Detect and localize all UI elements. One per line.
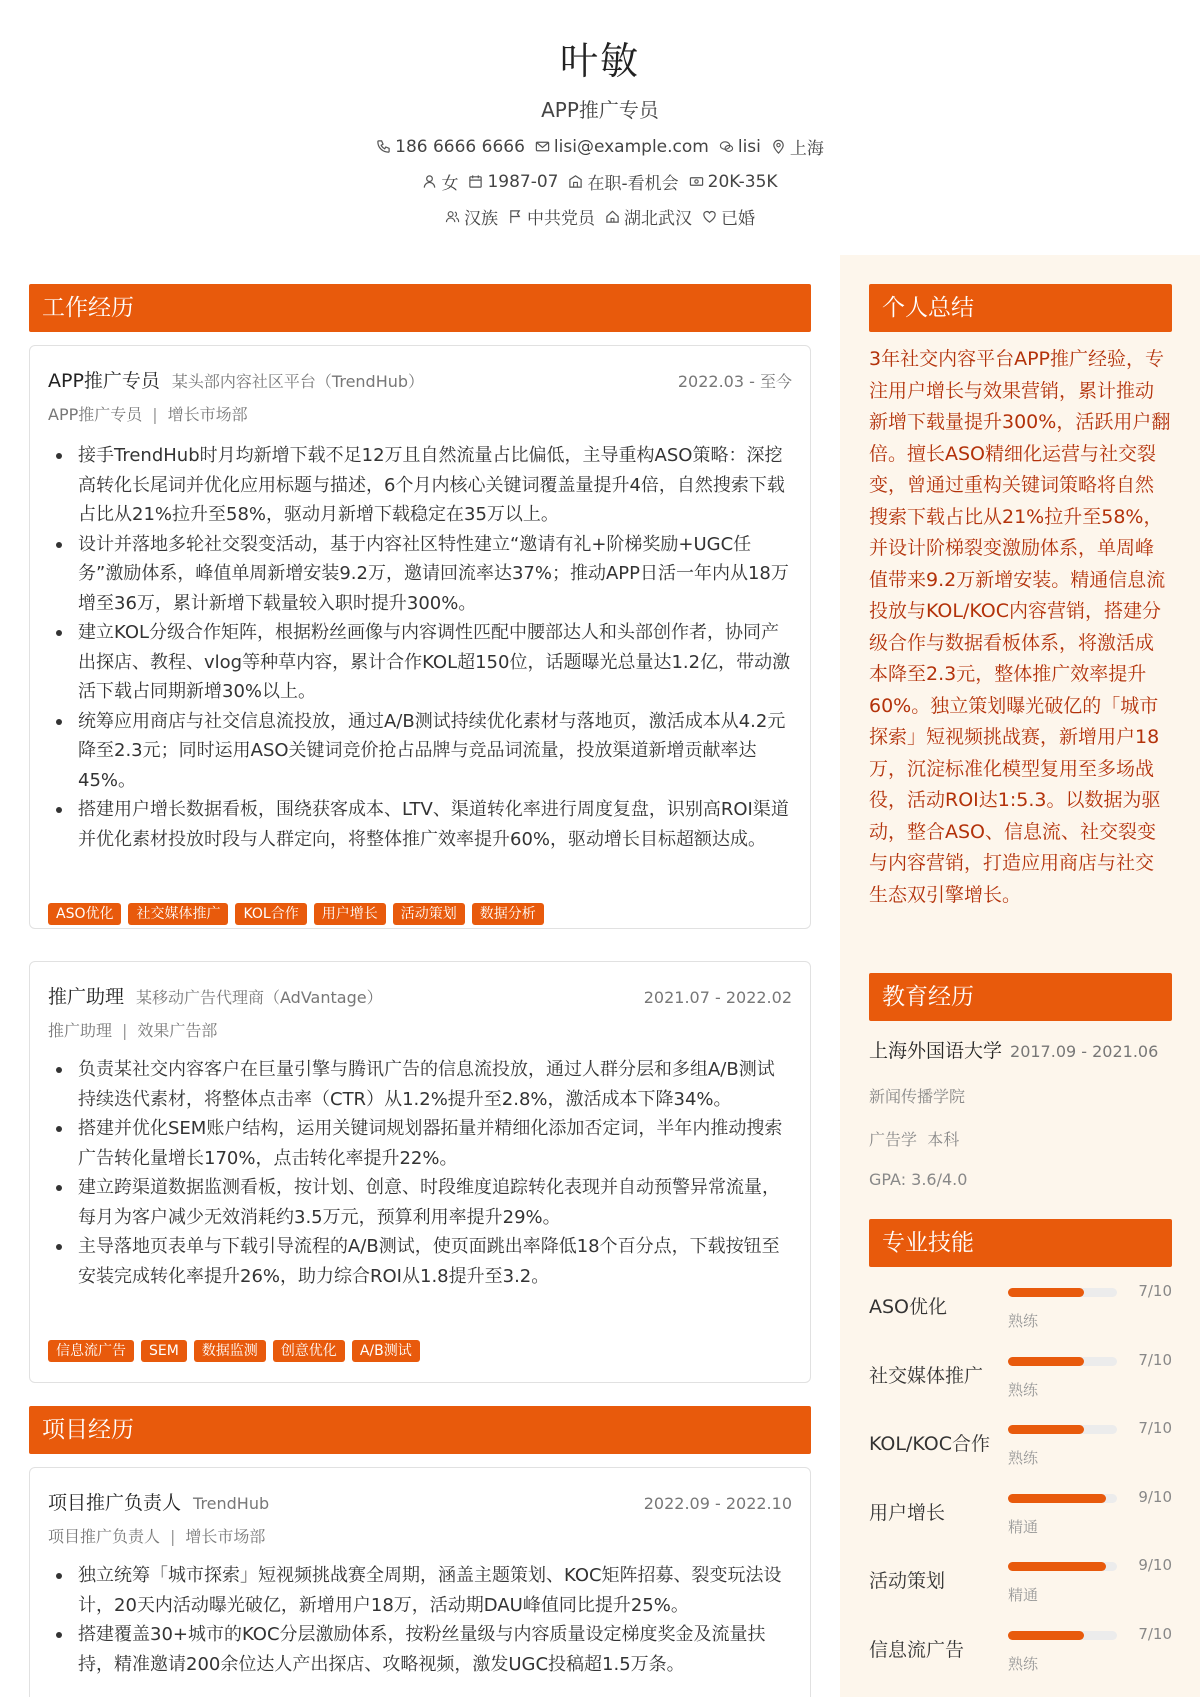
skill-progress-track [1008, 1288, 1117, 1297]
phone-icon [376, 139, 391, 154]
job-dept: 增长市场部 [167, 405, 248, 424]
skill-tag: 数据监测 [194, 1340, 266, 1362]
marital-text: 已婚 [721, 209, 755, 229]
skill-tag: 社交媒体推广 [128, 903, 228, 925]
skill-item [869, 1488, 1172, 1550]
skill-name: 信息流广告 [869, 1638, 965, 1661]
skill-tag: 活动策划 [393, 903, 465, 925]
location-icon [771, 139, 786, 154]
job-bullets [48, 1055, 792, 1291]
education-major-line [869, 1127, 959, 1150]
users-icon [445, 209, 460, 224]
project-subline: 项目推广负责人 | 增长市场部 [48, 1527, 266, 1546]
resume-header [0, 0, 1200, 250]
skill-score: 7/10 [1138, 1350, 1172, 1369]
bullet-item: 设计并落地多轮社交裂变活动，基于内容社区特性建立“邀请有礼+阶梯奖励+UGC任务”激励体系，峰值单周新增安装9.2万，邀请回流率达37%；推动APP日活一年内从18万增至36万，累计新增下载量较入职时提升300%。 [48, 530, 792, 619]
project-dept: 增长市场部 [185, 1527, 266, 1546]
wechat-icon [719, 139, 734, 154]
work-card-head [48, 366, 792, 392]
job-tags [48, 903, 544, 925]
project-company: TrendHub [193, 1494, 270, 1513]
skill-level: 熟练 [1008, 1380, 1039, 1399]
political-item [508, 204, 595, 229]
skill-score: 7/10 [1138, 1624, 1172, 1643]
personal-row [0, 169, 1200, 194]
skill-item [869, 1351, 1172, 1413]
skill-progress-fill [1008, 1494, 1106, 1503]
skill-progress-track [1008, 1425, 1117, 1434]
job-role: APP推广专员 [48, 405, 143, 424]
skill-name: ASO优化 [869, 1296, 948, 1318]
project-card [29, 1467, 811, 1697]
job-date: 2022.03 - 至今 [677, 372, 792, 391]
education-gpa: GPA: 3.6/4.0 [869, 1170, 968, 1189]
skill-tag: 数据分析 [472, 903, 544, 925]
skill-progress-fill [1008, 1562, 1106, 1571]
skill-tag: KOL合作 [235, 903, 306, 925]
birth-item [468, 169, 558, 194]
skill-item [869, 1419, 1172, 1481]
candidate-title: APP推广专员 [541, 98, 659, 122]
city-item [771, 134, 824, 159]
company-name: 某头部内容社区平台（TrendHub） [171, 372, 425, 391]
background-row [0, 204, 1200, 229]
skill-level: 熟练 [1008, 1449, 1039, 1467]
education-date: 2017.09 - 2021.06 [1010, 1042, 1159, 1061]
section-education-title: 教育经历 [869, 973, 1172, 1021]
skill-progress-fill [1008, 1288, 1084, 1297]
hometown-text: 湖北武汉 [624, 209, 692, 229]
salary-text: 20K-35K [707, 171, 778, 192]
money-icon [689, 174, 704, 189]
status-item [568, 169, 678, 194]
flag-icon [508, 209, 523, 224]
phone-item [376, 134, 525, 159]
job-role: 推广助理 [48, 1021, 113, 1040]
education-school-line [869, 1036, 1179, 1063]
job-subline: 推广助理 | 效果广告部 [48, 1021, 218, 1040]
phone-text: 186 6666 6666 [395, 136, 525, 157]
skill-tag: 信息流广告 [48, 1340, 134, 1362]
skill-item [869, 1282, 1172, 1344]
gender-item [422, 169, 458, 194]
skill-tag: 用户增长 [314, 903, 386, 925]
mail-icon [535, 139, 550, 154]
bullet-item: 搭建覆盖30+城市的KOC分层激励体系，按粉丝量级与内容质量设定梯度奖金及流量扶持，精准邀请200余位达人产出探店、攻略视频，激发UGC投稿超1.5万条。 [48, 1620, 792, 1679]
calendar-icon [468, 174, 483, 189]
contact-row [0, 134, 1200, 159]
skill-name: 社交媒体推广 [869, 1364, 984, 1387]
work-card-head [48, 982, 792, 1008]
hometown-item [605, 204, 692, 229]
section-project-title: 项目经历 [29, 1406, 811, 1454]
education-major: 广告学 [869, 1130, 918, 1149]
project-date: 2022.09 - 2022.10 [643, 1494, 792, 1513]
skill-tag: A/B测试 [352, 1340, 420, 1362]
skill-score: 9/10 [1138, 1487, 1172, 1506]
skill-item [869, 1625, 1172, 1687]
skill-score: 7/10 [1138, 1419, 1172, 1437]
section-summary-title: 个人总结 [869, 284, 1172, 332]
wechat-item [719, 134, 761, 159]
job-tags [48, 1340, 420, 1362]
skill-progress-fill [1008, 1425, 1084, 1434]
bullet-item: 独立统筹「城市探索」短视频挑战赛全周期，涵盖主题策划、KOC矩阵招募、裂变玩法设计，20天内活动曝光破亿，新增用户18万，活动期DAU峰值同比提升25%。 [48, 1561, 792, 1620]
bullet-item: 负责某社交内容客户在巨量引擎与腾讯广告的信息流投放，通过人群分层和多组A/B测试持续迭代素材，将整体点击率（CTR）从1.2%提升至2.8%，激活成本下降34%。 [48, 1055, 792, 1114]
job-position: 推广助理 [48, 986, 125, 1008]
bullet-item: 建立KOL分级合作矩阵，根据粉丝画像与内容调性匹配中腰部达人和头部创作者，协同产出探店、教程、vlog等种草内容，累计合作KOL超150位，话题曝光总量达1.2亿，带动激活下载占同期新增30%以上。 [48, 618, 792, 707]
ethnicity-item [445, 204, 498, 229]
salary-item [689, 169, 778, 194]
skill-progress-track [1008, 1631, 1117, 1640]
job-position: APP推广专员 [48, 370, 160, 392]
skill-level: 熟练 [1008, 1312, 1039, 1330]
city-text: 上海 [789, 139, 824, 159]
birth-text: 1987-07 [487, 171, 559, 192]
skill-level: 熟练 [1008, 1654, 1039, 1673]
heart-icon [702, 209, 717, 224]
skill-progress-fill [1008, 1631, 1084, 1640]
bullet-item: 搭建并优化SEM账户结构，运用关键词规划器拓量并精细化添加否定词，半年内推动搜索广告转化量增长170%，点击转化率提升22%。 [48, 1114, 792, 1173]
job-date: 2021.07 - 2022.02 [643, 988, 792, 1007]
candidate-name: 叶敏 [559, 39, 640, 83]
bullet-item: 统筹应用商店与社交信息流投放，通过A/B测试持续优化素材与落地页，激活成本从4.2元降至2.3元；同时运用ASO关键词竞价抢占品牌与竞品词流量，投放渠道新增贡献率达45%。 [48, 707, 792, 796]
political-text: 中共党员 [527, 209, 595, 229]
skill-level: 精通 [1008, 1517, 1039, 1536]
skill-progress-track [1008, 1494, 1117, 1503]
bullet-item: 建立跨渠道数据监测看板，按计划、创意、时段维度追踪转化表现并自动预警异常流量，每月为客户减少无效消耗约3.5万元，预算利用率提升29%。 [48, 1173, 792, 1232]
education-college: 新闻传播学院 [869, 1087, 966, 1106]
skill-level: 精通 [1008, 1586, 1039, 1604]
bullet-item: 搭建用户增长数据看板，围绕获客成本、LTV、渠道转化率进行周度复盘，识别高ROI渠道并优化素材投放时段与人群定向，将整体推广效率提升60%，驱动增长目标超额达成。 [48, 795, 792, 854]
skill-item [869, 1556, 1172, 1618]
skill-progress-track [1008, 1562, 1117, 1571]
email-text: lisi@example.com [553, 136, 709, 157]
ethnicity-text: 汉族 [464, 209, 498, 229]
job-bullets [48, 441, 792, 854]
job-subline: APP推广专员 | 增长市场部 [48, 405, 248, 424]
work-card-1 [29, 345, 811, 929]
gender-text: 女 [441, 174, 459, 194]
summary-text: 3年社交内容平台APP推广经验，专注用户增长与效果营销，累计推动新增下载量提升300%，活跃用户翻倍。擅长ASO精细化运营与社交裂变，曾通过重构关键词策略将自然搜索下载占比从21%拉升至58%，并设计阶梯裂变激励体系，单周峰值带来9.2万新增安装。精通信息流投放与KOL/KOC内容营销，搭建分级合作与数据看板体系，将激活成本降至2.3元，整体推广效率提升60%。独立策划曝光破亿的「城市探索」短视频挑战赛，新增用户18万，沉淀标准化模型复用至多场战役，活动ROI达1:5.3。以数据为驱动，整合ASO、信息流、社交裂变与内容营销，打造应用商店与社交生态双引擎增长。 [869, 348, 1171, 906]
job-dept: 效果广告部 [137, 1021, 218, 1040]
bullet-item: 主导落地页表单与下载引导流程的A/B测试，使页面跳出率降低18个百分点，下载按钮至安装完成转化率提升26%，助力综合ROI从1.8提升至3.2。 [48, 1232, 792, 1291]
email-item [535, 134, 709, 159]
company-name: 某移动广告代理商（AdVantage） [136, 988, 383, 1007]
project-card-head [48, 1488, 792, 1514]
skill-name: 活动策划 [869, 1570, 946, 1592]
skill-progress-track [1008, 1357, 1117, 1366]
user-icon [422, 174, 437, 189]
wechat-text: lisi [737, 136, 761, 157]
skill-tag: 创意优化 [273, 1340, 345, 1362]
section-skills-title: 专业技能 [869, 1219, 1172, 1267]
section-work-title: 工作经历 [29, 284, 811, 332]
education-degree: 本科 [927, 1130, 960, 1149]
status-text: 在职-看机会 [587, 174, 679, 194]
skill-tag: SEM [141, 1340, 187, 1362]
project-role: 项目推广负责人 [48, 1527, 161, 1546]
skill-score: 7/10 [1138, 1282, 1172, 1300]
home-icon [605, 209, 620, 224]
skill-name: 用户增长 [869, 1501, 946, 1524]
project-bullets [48, 1561, 792, 1679]
skill-progress-fill [1008, 1357, 1084, 1366]
school-name: 上海外国语大学 [869, 1040, 1003, 1062]
work-card-2 [29, 961, 811, 1383]
project-position: 项目推广负责人 [48, 1492, 182, 1514]
skill-score: 9/10 [1138, 1556, 1172, 1574]
building-icon [568, 174, 583, 189]
skill-tag: ASO优化 [48, 903, 121, 925]
bullet-item: 接手TrendHub时月均新增下载不足12万且自然流量占比偏低，主导重构ASO策略：深挖高转化长尾词并优化应用标题与描述，6个月内核心关键词覆盖量提升4倍，自然搜索下载占比从21%拉升至58%，驱动月新增下载稳定在35万以上。 [48, 441, 792, 530]
marital-item [702, 204, 755, 229]
skill-name: KOL/KOC合作 [869, 1433, 991, 1455]
